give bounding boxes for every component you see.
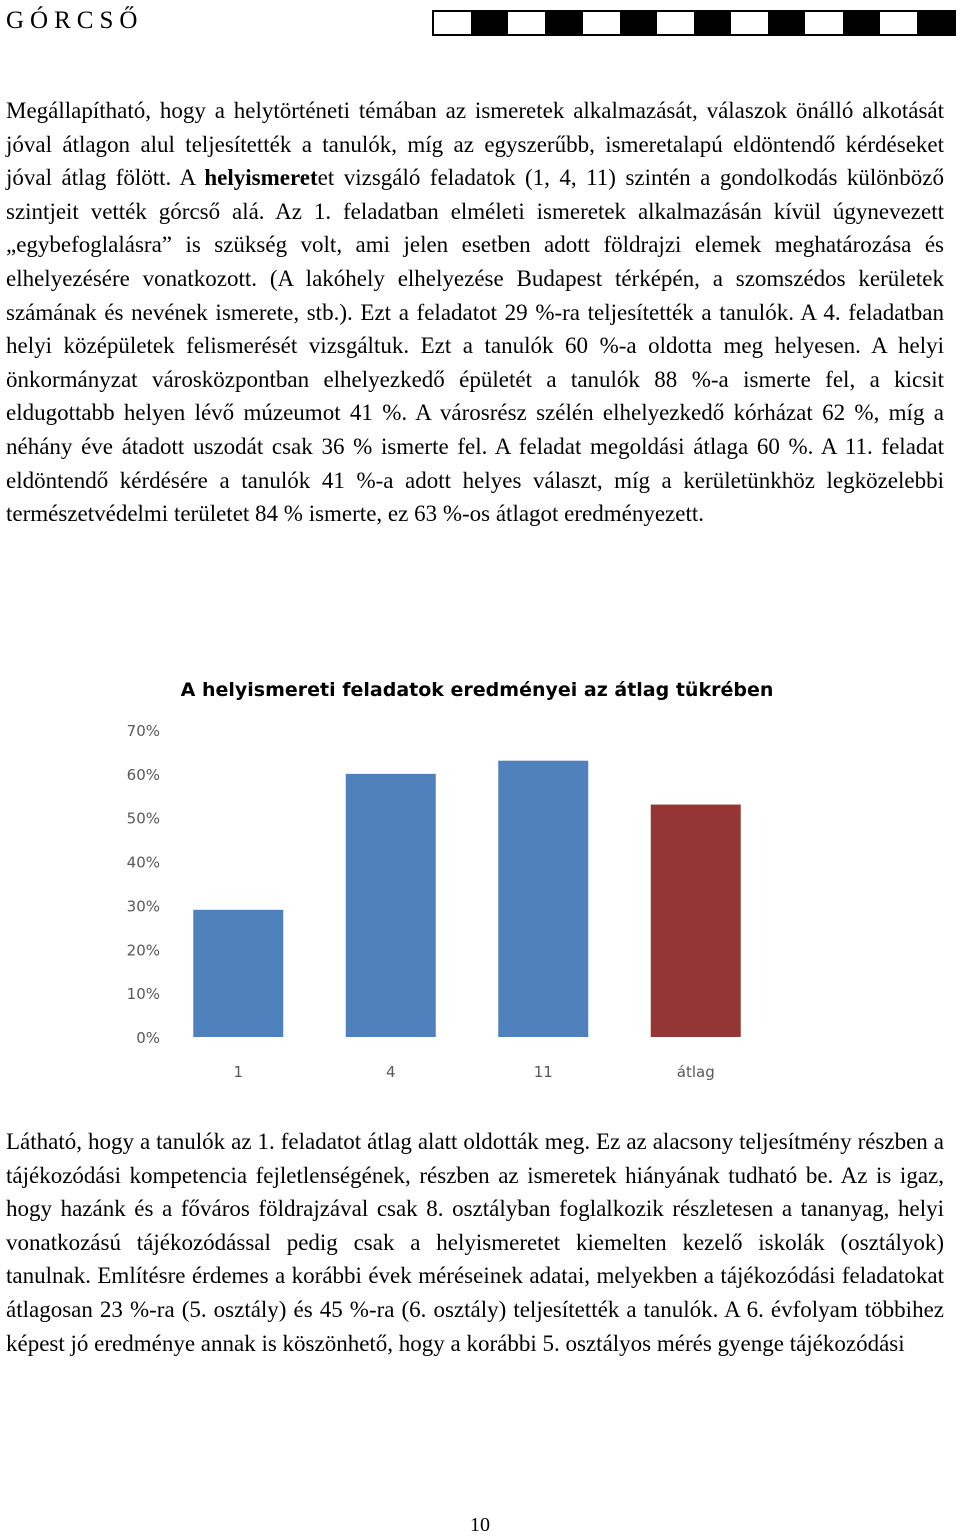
paragraph-intro-text-start: Megállapítható, hogy a helytörténeti témában az ismeretek alkalmazását, válaszok önálló alkotását jóval átlagon alul teljesítették a tanulók, míg az egyszerűbb, ismeretalapú eldöntendő kérdéseket jóval átlag fölött. A: [6, 98, 944, 191]
x-tick-label: 11: [533, 1063, 553, 1081]
bar-3: [498, 761, 588, 1037]
header-decorative-bar: [432, 10, 956, 36]
y-tick-label: 0%: [136, 1029, 160, 1047]
bar-1: [193, 910, 283, 1037]
y-tick-label: 50%: [126, 809, 160, 828]
chart-title: A helyismereti feladatok eredményei az átlag tükrében: [180, 679, 774, 701]
y-tick-label: 40%: [126, 853, 160, 872]
bar-chart-svg: [120, 670, 800, 1088]
x-tick-label: 4: [385, 1063, 396, 1081]
x-tick-label: 1: [233, 1063, 244, 1081]
y-tick-label: 70%: [126, 722, 160, 740]
bar-chart: [120, 670, 800, 1088]
page-number: 10: [470, 1514, 490, 1536]
y-tick-label: 60%: [126, 765, 160, 784]
paragraph-intro-bold-term: helyismeret: [204, 165, 318, 191]
y-tick-label: 10%: [126, 985, 160, 1004]
y-tick-label: 20%: [126, 941, 160, 960]
paragraph-intro-text-end: et vizsgáló feladatok (1, 4, 11) szintén a gondolkodás különböző szintjeit vették górcső alá. Az 1. feladatban elméleti ismeretek alkalmazásán kívül úgynevezett „egybefoglalásra” is szükség volt, ami jelen esetben adott földrajzi elemek meghatározása és elhelyezésére vonatkozott. (A lakóhely elhelyezése Budapest térképén, a szomszédos kerületek számának és nevének ismerete, stb.). Ezt a feladatot 29 %-ra teljesítették a tanulók. A 4. feladatban helyi középületek felismerését vizsgáltuk. Ezt a tanulók 60 %-a oldotta meg helyesen. A helyi önkormányzat városközpontban elhelyezkedő épületét a tanulók 88 %-a ismerte fel, a kicsit eldugottabb helyen lévő múzeumot 41 %. A városrész szélén elhelyezkedő kórházat 62 %, míg a néhány éve átadott uszodát csak 36 % ismerte fel. A feladat megoldási átlaga 60 %. A 11. feladat eldöntendő kérdésére a tanulók 41 %-a adott helyes választ, míg a kerületünkhöz legközelebbi természetvédelmi területet 84 % ismerte, ez 63 %-os átlagot eredményezett.: [6, 165, 944, 527]
bar-4: [651, 805, 741, 1037]
paragraph-intro: [6, 94, 944, 531]
paragraph-conclusion: Látható, hogy a tanulók az 1. feladatot átlag alatt oldották meg. Ez az alacsony teljesítmény részben a tájékozódási kompetencia fejletlenségének, részben az ismeretek hiányának tudható be. Az is igaz, hogy hazánk és a főváros földrajzával csak 8. osztályban foglalkozik részletesen a tananyag, helyi vonatkozású tájékozódással pedig csak a helyismeretet kiemelten kezelő iskolák (osztályok) tanulnak. Említésre érdemes a korábbi évek méréseinek adatai, melyekben a tájékozódási feladatokat átlagosan 23 %-ra (5. osztály) és 45 %-ra (6. osztály) teljesítették a tanulók. A 6. évfolyam többihez képest jó eredménye annak is köszönhető, hogy a korábbi 5. osztályos mérés gyenge tájékozódási: [6, 1129, 944, 1356]
bar-2: [346, 774, 436, 1037]
running-header-title: GÓRCSŐ: [6, 7, 144, 34]
y-tick-label: 30%: [126, 897, 160, 916]
x-tick-label: átlag: [676, 1063, 715, 1081]
